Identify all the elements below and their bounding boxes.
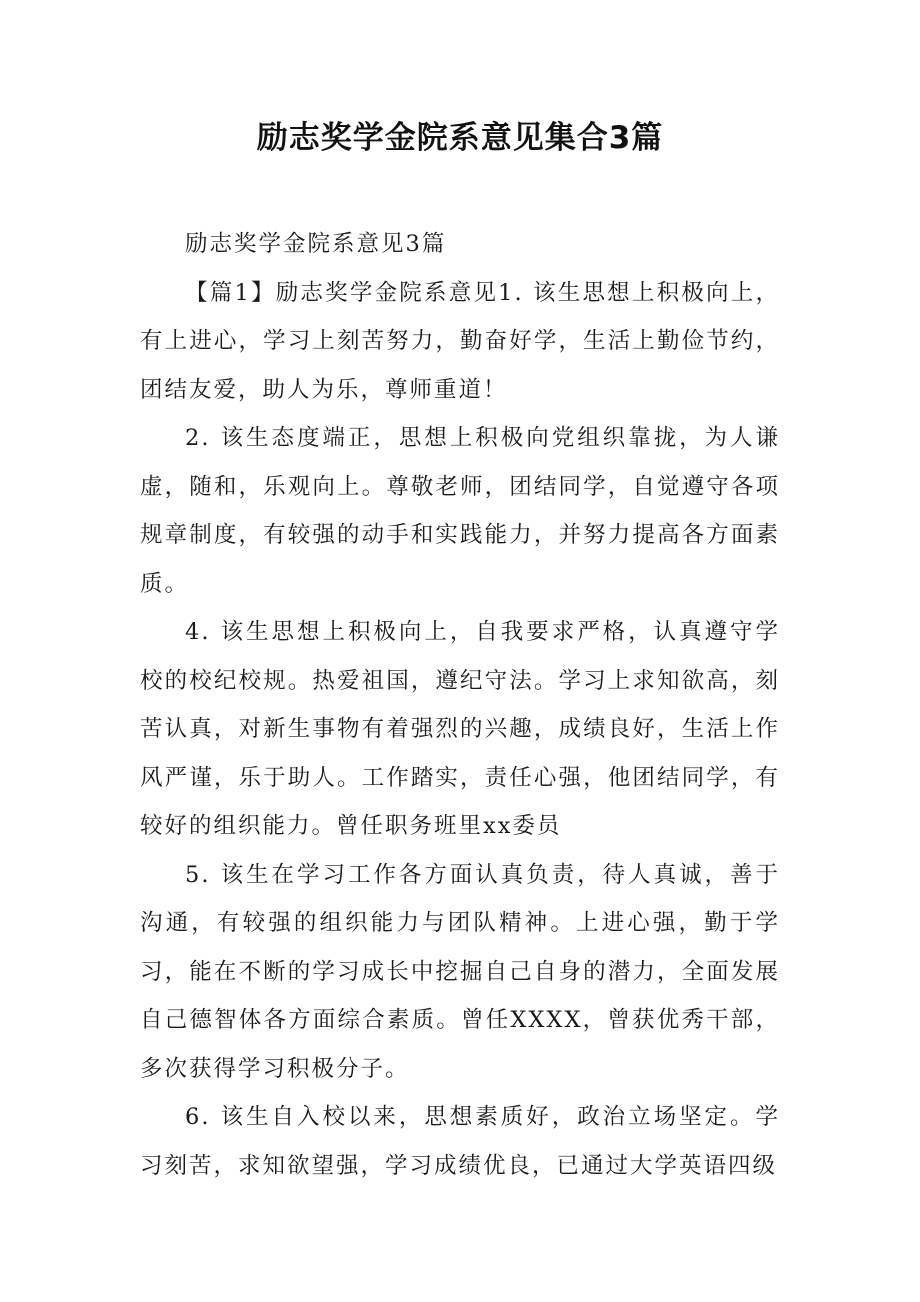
paragraph-5: 5. 该生在学习工作各方面认真负责，待人真诚，善于沟通，有较强的组织能力与团队精神。上进心强，勤于学习，能在不断的学习成长中挖掘自己自身的潜力，全面发展自己德智体各方面综合素质。曾任XXXX，曾获优秀干部，多次获得学习积极分子。 <box>140 861 780 1082</box>
paragraph-4: 4. 该生思想上积极向上，自我要求严格，认真遵守学校的校纪校规。热爱祖国，遵纪守法。学习上求知欲高，刻苦认真，对新生事物有着强烈的兴趣，成绩良好，生活上作风严谨，乐于助人。工作踏实，责任心强，他团结同学，有较好的组织能力。曾任职务班里xx委员 <box>140 619 780 839</box>
paragraph-6: 6. 该生自入校以来，思想素质好，政治立场坚定。学习刻苦，求知欲望强，学习成绩优良，已通过大学英语四级 <box>140 1104 780 1179</box>
paragraph-2: 2. 该生态度端正，思想上积极向党组织靠拢，为人谦虚，随和，乐观向上。尊敬老师，团结同学，自觉遵守各项规章制度，有较强的动手和实践能力，并努力提高各方面素质。 <box>140 425 780 597</box>
document-body <box>140 220 780 1190</box>
document-title: 励志奖学金院系意见集合3篇 <box>256 120 664 156</box>
paragraph-1: 【篇1】励志奖学金院系意见1. 该生思想上积极向上，有上进心，学习上刻苦努力，勤奋好学，生活上勤俭节约，团结友爱，助人为乐，尊师重道！ <box>140 279 780 403</box>
paragraph-subtitle: 励志奖学金院系意见3篇 <box>185 231 447 257</box>
